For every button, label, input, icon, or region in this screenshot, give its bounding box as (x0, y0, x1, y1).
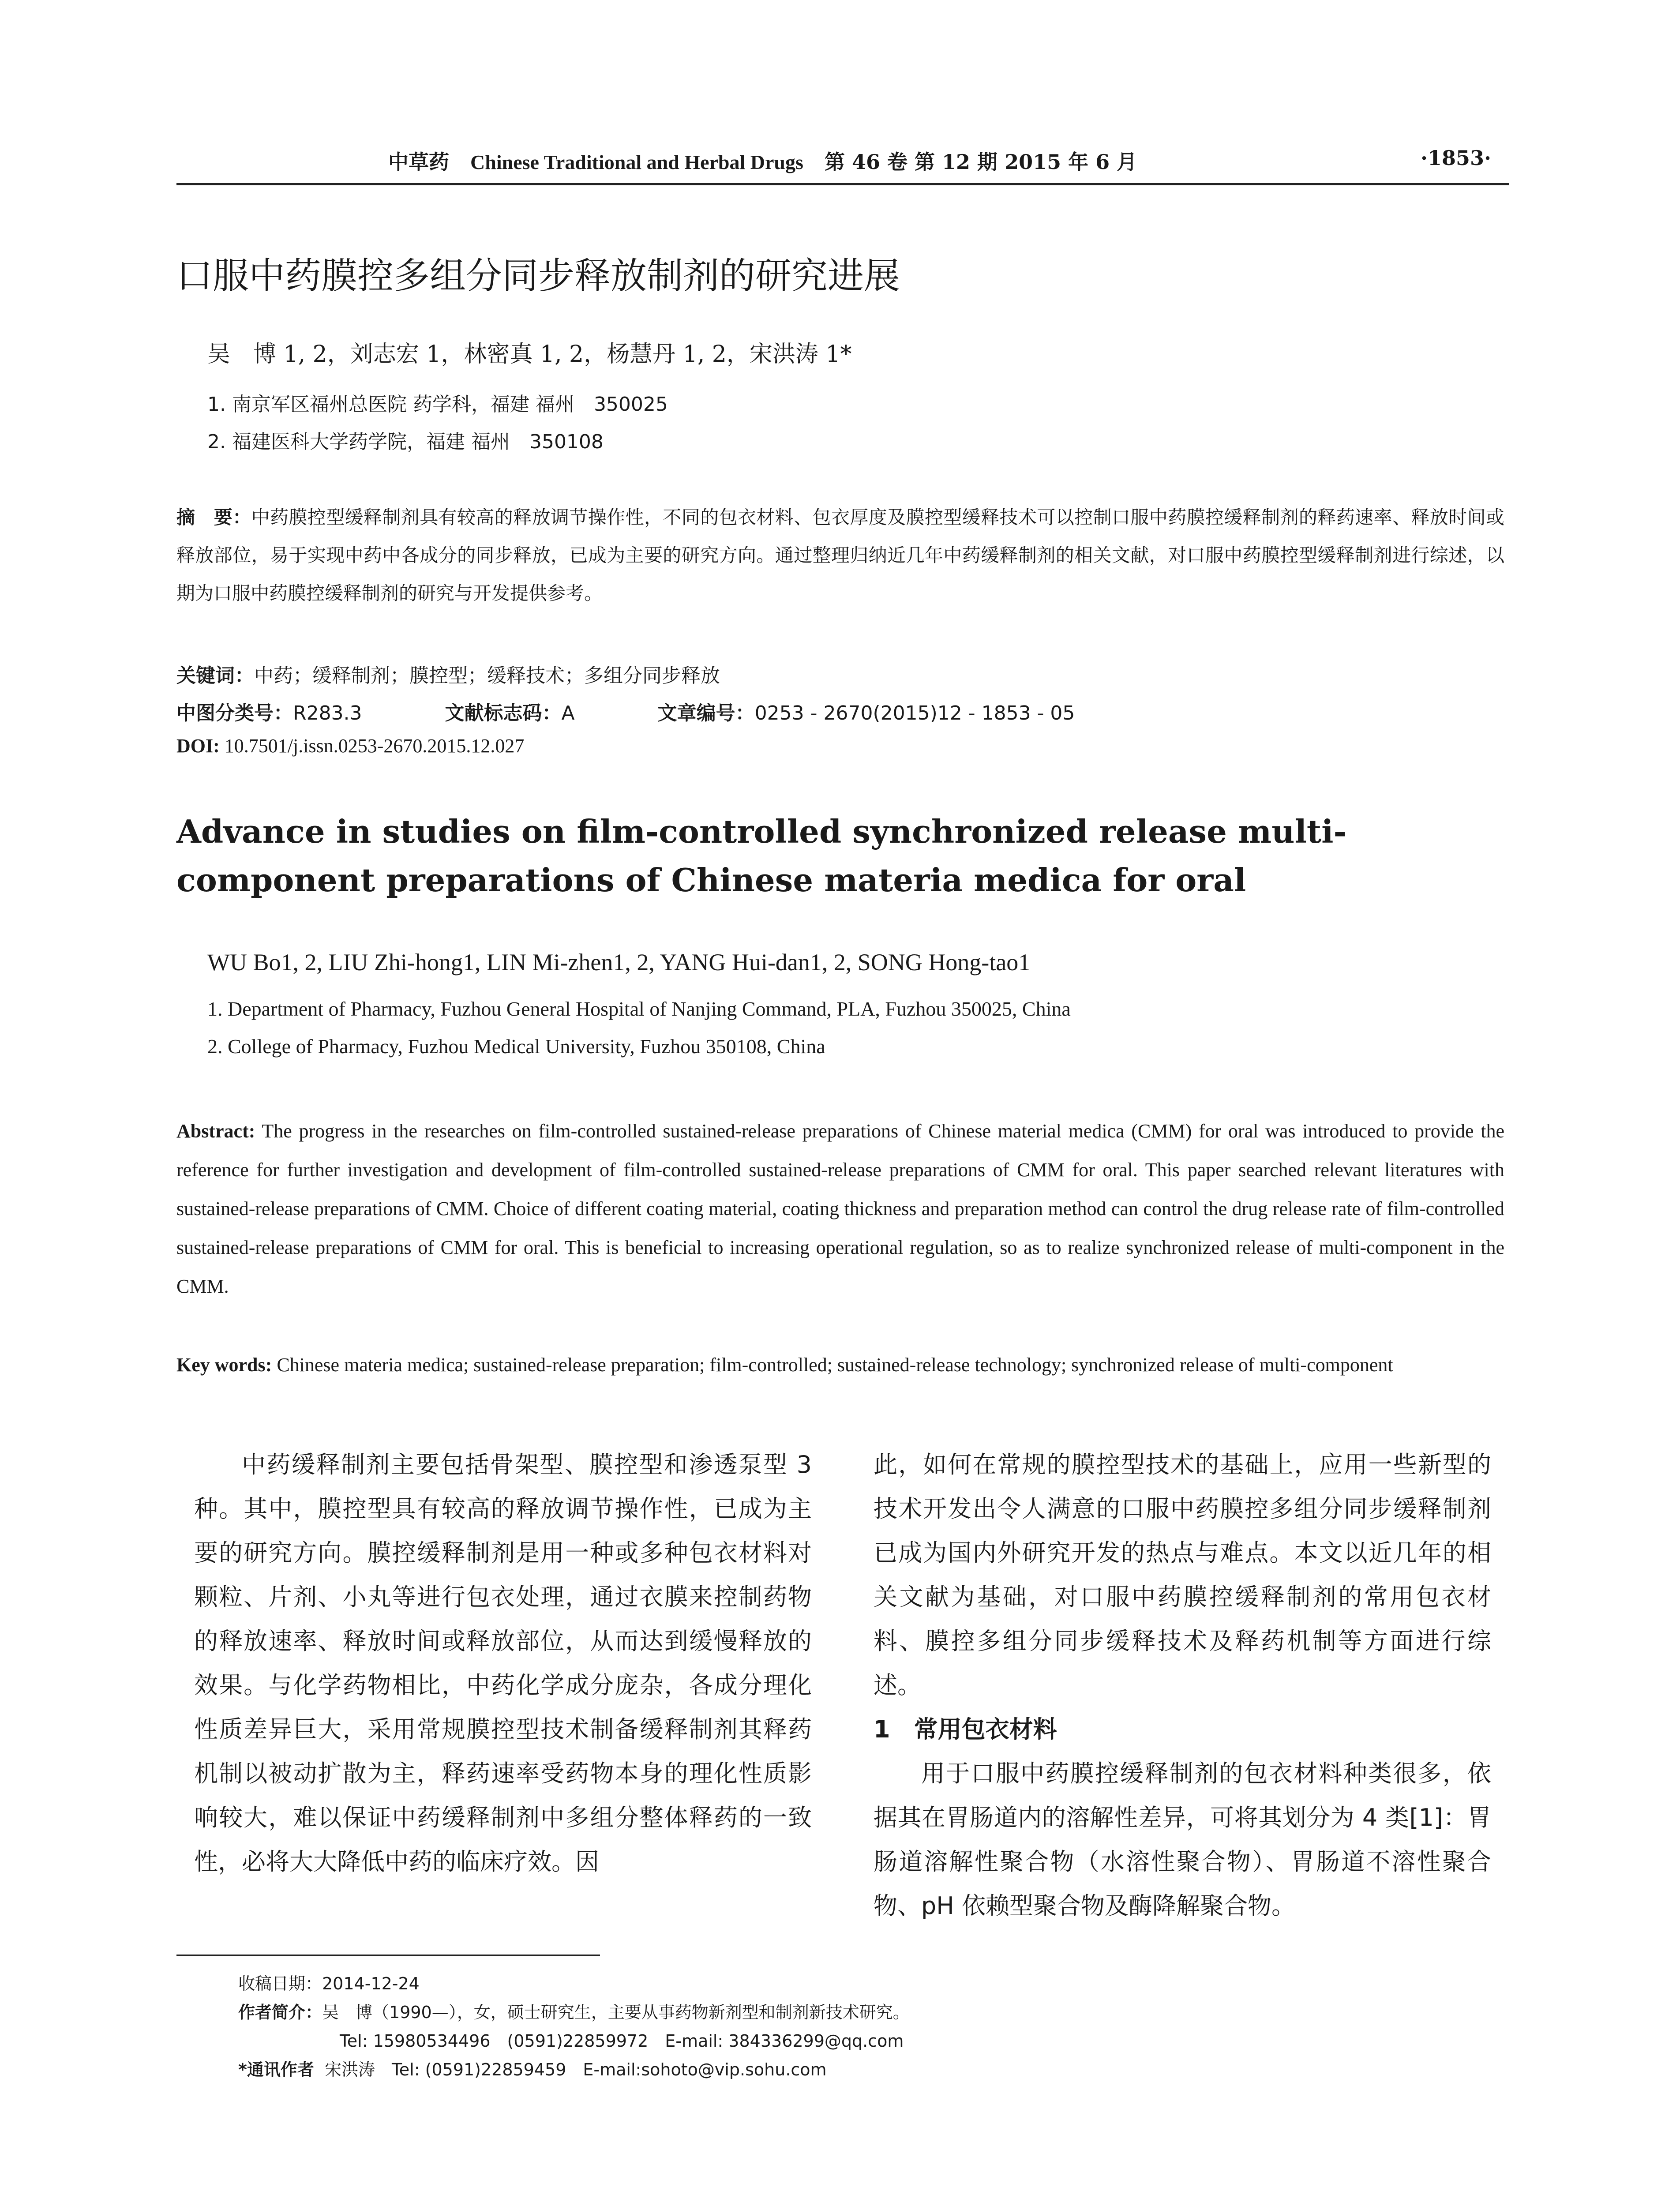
page-number: ·1853· (1420, 146, 1491, 170)
keywords-en-label: Key words: (176, 1354, 272, 1376)
abstract-en (176, 1112, 1504, 1306)
doi-line (176, 735, 524, 757)
title-cn: 口服中药膜控多组分同步释放制剂的研究进展 (176, 255, 900, 297)
affiliation-en-1: 1. Department of Pharmacy, Fuzhou General Hospital of Nanjing Command, PLA, Fuzhou 350025, China (207, 998, 1071, 1020)
abstract-cn (176, 499, 1504, 612)
running-header (176, 143, 1509, 185)
abstract-cn-text: 中药膜控型缓释制剂具有较高的释放调节操作性，不同的包衣材料、包衣厚度及膜控型缓释技术可以控制口服中药膜控缓释制剂的释药速率、释放时间或释放部位，易于实现中药中各成分的同步释放，已成为主要的研究方向。通过整理归纳近几年中药缓释制剂的相关文献，对口服中药膜控型缓释制剂进行综述，以期为口服中药膜控缓释制剂的研究与开发提供参考。 (176, 506, 1504, 604)
keywords-cn (176, 660, 720, 688)
body-paragraph: 用于口服中药膜控缓释制剂的包衣材料种类很多，依据其在胃肠道内的溶解性差异，可将其划分为 4 类[1]：胃肠道溶解性聚合物（水溶性聚合物）、胃肠道不溶性聚合物、pH 依赖型聚合物及酶降解聚合物。 (874, 1760, 1491, 1920)
keywords-cn-label: 关键词： (176, 664, 254, 687)
authors-cn: 吴 博 1, 2，刘志宏 1，林密真 1, 2，杨慧丹 1, 2，宋洪涛 1* (207, 341, 852, 368)
corresponding-text: 宋洪涛 Tel: (0591)22859459 E-mail:sohoto@vip.sohu.com (325, 2060, 827, 2079)
author-contact: Tel: 15980534496 (0591)22859972 E-mail: 384336299@qq.com (340, 2031, 904, 2051)
doi-label: DOI: (176, 735, 220, 757)
keywords-en (176, 1346, 1504, 1384)
article-id-label: 文章编号： (657, 702, 755, 724)
keywords-en-text: Chinese materia medica; sustained-release preparation; film-controlled; sustained-release technology; synchronized release of multi-component (277, 1354, 1393, 1376)
journal-line (388, 146, 1137, 175)
abstract-cn-label: 摘 要： (176, 506, 251, 528)
doc-code-value: A (561, 702, 575, 724)
issue-info: 第 46 卷 第 12 期 2015 年 6 月 (824, 150, 1137, 174)
author-bio-text: 吴 博（1990—），女，硕士研究生，主要从事药物新剂型和制剂新技术研究。 (322, 2003, 910, 2022)
abstract-en-label: Abstract: (176, 1120, 255, 1142)
authors-en: WU Bo1, 2, LIU Zhi-hong1, LIN Mi-zhen1, 2, YANG Hui-dan1, 2, SONG Hong-tao1 (207, 949, 1031, 975)
body-left-column (194, 1443, 812, 1884)
author-bio-label: 作者简介： (238, 2003, 322, 2022)
body-paragraph: 此，如何在常规的膜控型技术的基础上，应用一些新型的技术开发出令人满意的口服中药膜控多组分同步缓释制剂已成为国内外研究开发的热点与难点。本文以近几年的相关文献为基础，对口服中药膜控缓释制剂的常用包衣材料、膜控多组分同步缓释技术及释药机制等方面进行综述。 (874, 1451, 1491, 1699)
received-date: 收稿日期：2014-12-24 (238, 1974, 420, 1993)
clc-label: 中图分类号： (176, 702, 293, 724)
corresponding-author (238, 2056, 827, 2080)
doc-code-label: 文献标志码： (445, 702, 562, 724)
classification-line (176, 697, 1075, 725)
journal-name-cn: 中草药 (388, 150, 449, 174)
clc-value: R283.3 (293, 702, 362, 724)
affiliation-cn-2: 2. 福建医科大学药学院，福建 福州 350108 (207, 431, 604, 453)
affiliation-en-2: 2. College of Pharmacy, Fuzhou Medical University, Fuzhou 350108, China (207, 1035, 825, 1058)
journal-name-en: Chinese Traditional and Herbal Drugs (470, 151, 803, 173)
author-bio (238, 1999, 910, 2023)
body-paragraph: 中药缓释制剂主要包括骨架型、膜控型和渗透泵型 3 种。其中，膜控型具有较高的释放调节操作性，已成为主要的研究方向。膜控缓释制剂是用一种或多种包衣材料对颗粒、片剂、小丸等进行包衣处理，通过衣膜来控制药物的释放速率、释放时间或释放部位，从而达到缓慢释放的效果。与化学药物相比，中药化学成分庞杂，各成分理化性质差异巨大，采用常规膜控型技术制备缓释制剂其释药机制以被动扩散为主，释药速率受药物本身的理化性质影响较大，难以保证中药缓释制剂中多组分整体释药的一致性，必将大大降低中药的临床疗效。因 (194, 1451, 812, 1876)
footnote-rule (176, 1955, 600, 1956)
title-en: Advance in studies on film-controlled synchronized release multi-component preparations of Chinese materia medica for oral (176, 813, 1347, 899)
doi-value: 10.7501/j.issn.0253-2670.2015.12.027 (224, 735, 525, 757)
section-heading: 1 常用包衣材料 (874, 1715, 1057, 1743)
keywords-cn-text: 中药；缓释制剂；膜控型；缓释技术；多组分同步释放 (254, 664, 720, 687)
article-id-value: 0253 - 2670(2015)12 - 1853 - 05 (754, 702, 1075, 724)
body-right-column (874, 1443, 1491, 1928)
abstract-en-text: The progress in the researches on film-controlled sustained-release preparations of Chinese material medica (CMM) for oral was introduced to provide the reference for further investigation and development of film-controlled sustained-release preparations of CMM for oral. This paper searched relevant literatures with sustained-release preparations of CMM. Choice of different coating material, coating thickness and preparation method can control the drug release rate of film-controlled sustained-release preparations of CMM for oral. This is beneficial to increasing operational regulation, so as to realize synchronized release of multi-component in the CMM. (176, 1120, 1504, 1297)
corresponding-label: *通讯作者 (238, 2060, 314, 2079)
affiliation-cn-1: 1. 南京军区福州总医院 药学科，福建 福州 350025 (207, 393, 668, 416)
